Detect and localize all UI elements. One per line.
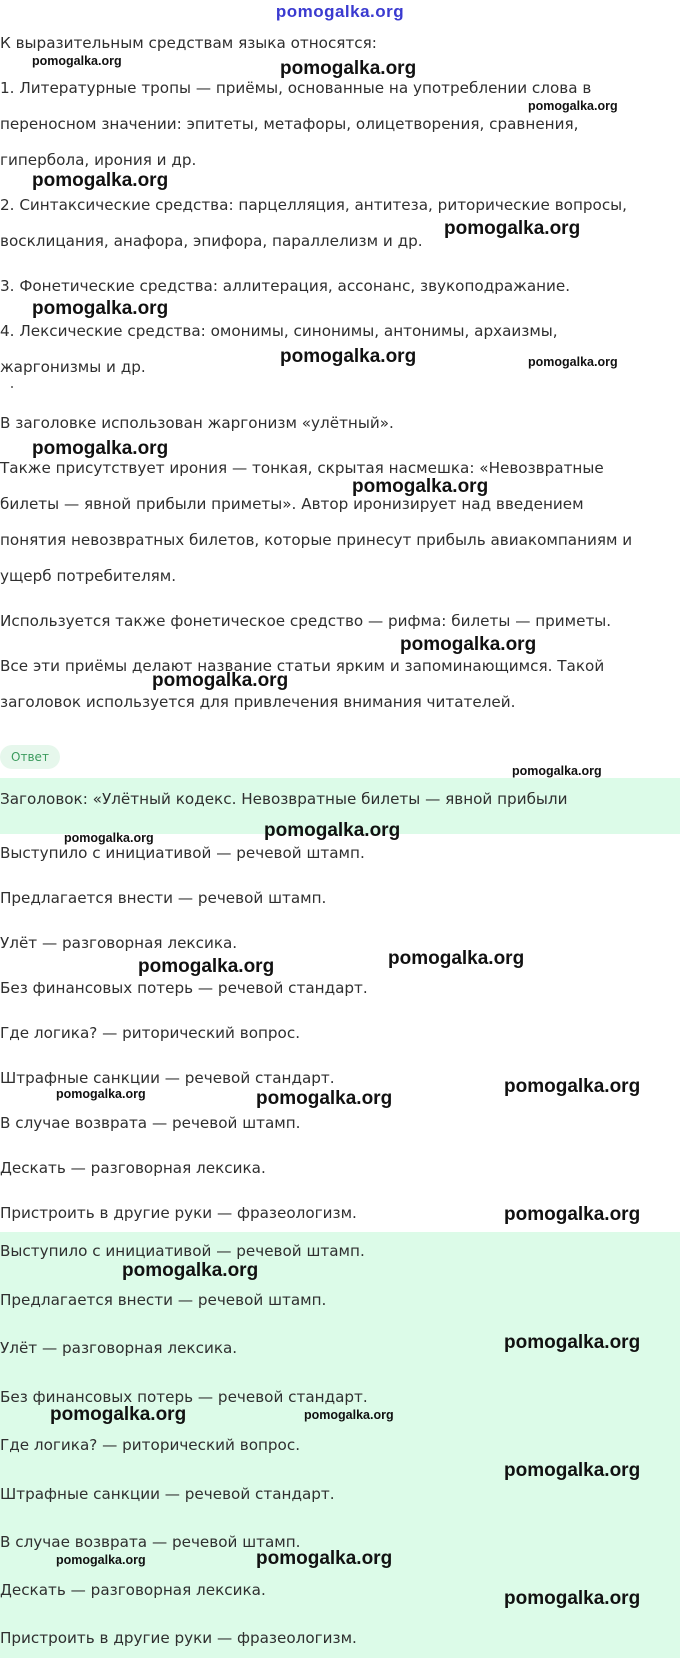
watermark: pomogalka.org	[352, 476, 489, 497]
answer-list-item: В случае возврата — речевой штамп.	[0, 1533, 301, 1551]
watermark: pomogalka.org	[122, 1260, 259, 1281]
answer-list-item: Улёт — разговорная лексика.	[0, 1339, 238, 1357]
list-item: Пристроить в другие руки — фразеологизм.	[0, 1204, 357, 1222]
summary-line2: заголовок используется для привлечения внимания читателей.	[0, 693, 516, 711]
list-item: Дескать — разговорная лексика.	[0, 1159, 266, 1177]
list-item: В случае возврата — речевой штамп.	[0, 1114, 301, 1132]
watermark: pomogalka.org	[504, 1076, 641, 1097]
item4-line2: жаргонизмы и др.	[0, 358, 146, 376]
summary-line1: Все эти приёмы делают название статьи ярким и запоминающимся. Такой	[0, 657, 605, 675]
watermark: pomogalka.org	[64, 831, 154, 845]
watermark: pomogalka.org	[280, 58, 417, 79]
watermark: pomogalka.org	[504, 1588, 641, 1609]
watermark: pomogalka.org	[152, 670, 289, 691]
list-item: Без финансовых потерь — речевой стандарт.	[0, 979, 368, 997]
watermark: pomogalka.org	[504, 1332, 641, 1353]
list-item: Предлагается внести — речевой штамп.	[0, 889, 327, 907]
list-item: Выступило с инициативой — речевой штамп.	[0, 844, 365, 862]
watermark: pomogalka.org	[400, 634, 537, 655]
watermark: pomogalka.org	[256, 1548, 393, 1569]
watermark: pomogalka.org	[504, 1460, 641, 1481]
answer-list-item: Предлагается внести — речевой штамп.	[0, 1291, 327, 1309]
irony-line3: понятия невозвратных билетов, которые принесут прибыль авиакомпаниям и	[0, 531, 633, 549]
watermark: pomogalka.org	[528, 355, 618, 369]
item3-text: 3. Фонетические средства: аллитерация, ассонанс, звукоподражание.	[0, 277, 571, 295]
watermark: pomogalka.org	[304, 1408, 394, 1422]
item2-line2: восклицания, анафора, эпифора, параллелизм и др.	[0, 232, 423, 250]
item2-line1: 2. Синтаксические средства: парцелляция, антитеза, риторические вопросы,	[0, 196, 627, 214]
watermark: pomogalka.org	[32, 298, 169, 319]
watermark: pomogalka.org	[388, 948, 525, 969]
watermark: pomogalka.org	[56, 1553, 146, 1567]
item1-line3: гипербола, ирония и др.	[0, 151, 197, 169]
item1-line1: 1. Литературные тропы — приёмы, основанные на употреблении слова в	[0, 79, 592, 97]
list-item: Улёт — разговорная лексика.	[0, 934, 238, 952]
watermark: pomogalka.org	[280, 346, 417, 367]
watermark: pomogalka.org	[264, 820, 401, 841]
site-header-link[interactable]: pomogalka.org	[275, 2, 405, 21]
item4-line1: 4. Лексические средства: омонимы, синонимы, антонимы, архаизмы,	[0, 322, 558, 340]
stray-dot	[11, 386, 13, 388]
watermark: pomogalka.org	[32, 170, 169, 191]
answer-list-item: Дескать — разговорная лексика.	[0, 1581, 266, 1599]
intro-text: К выразительным средствам языка относятся:	[0, 34, 377, 52]
watermark: pomogalka.org	[32, 54, 122, 68]
answer-list-item: Штрафные санкции — речевой стандарт.	[0, 1485, 335, 1503]
watermark: pomogalka.org	[528, 99, 618, 113]
list-item: Штрафные санкции — речевой стандарт.	[0, 1069, 335, 1087]
item1-line2: переносном значении: эпитеты, метафоры, олицетворения, сравнения,	[0, 115, 579, 133]
jargon-text: В заголовке использован жаргонизм «улётный».	[0, 414, 394, 432]
answer-list-item: Выступило с инициативой — речевой штамп.	[0, 1242, 365, 1260]
watermark: pomogalka.org	[56, 1087, 146, 1101]
irony-line4: ущерб потребителям.	[0, 567, 177, 585]
watermark: pomogalka.org	[444, 218, 581, 239]
irony-line1: Также присутствует ирония — тонкая, скрытая насмешка: «Невозвратные	[0, 459, 604, 477]
answer-title: Заголовок: «Улётный кодекс. Невозвратные билеты — явной прибыли	[0, 790, 568, 808]
irony-line2: билеты — явной прибыли приметы». Автор иронизирует над введением	[0, 495, 584, 513]
watermark: pomogalka.org	[50, 1404, 187, 1425]
watermark: pomogalka.org	[32, 438, 169, 459]
answer-list-item: Где логика? — риторический вопрос.	[0, 1436, 301, 1454]
watermark: pomogalka.org	[512, 764, 602, 778]
answer-badge: Ответ	[0, 745, 60, 769]
answer-list-item: Без финансовых потерь — речевой стандарт.	[0, 1388, 368, 1406]
list-item: Где логика? — риторический вопрос.	[0, 1024, 301, 1042]
answer-list-item: Пристроить в другие руки — фразеологизм.	[0, 1629, 357, 1647]
watermark: pomogalka.org	[504, 1204, 641, 1225]
watermark: pomogalka.org	[256, 1088, 393, 1109]
rhyme-text: Используется также фонетическое средство — рифма: билеты — приметы.	[0, 612, 612, 630]
watermark: pomogalka.org	[138, 956, 275, 977]
